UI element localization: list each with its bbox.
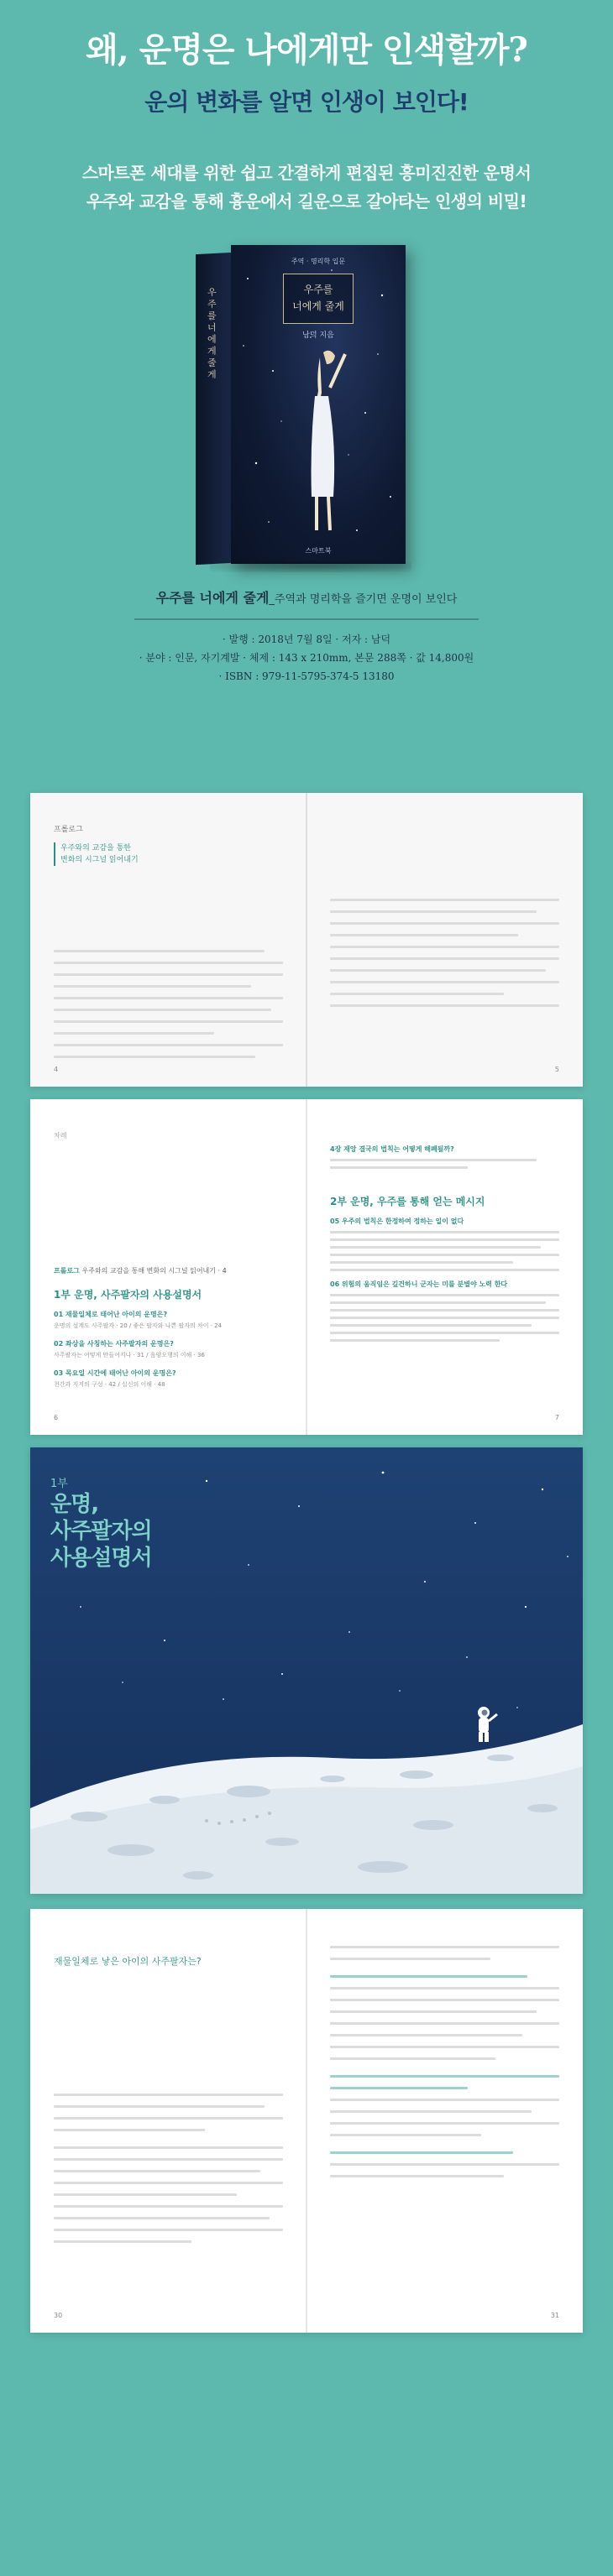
hero-title: 왜, 운명은 나에게만 인색할까? [86,30,527,70]
chapter-question-title: 재물일체로 낳은 아이의 사주팔자는? [54,1956,202,1967]
book-spine-title: 우주를 너에게 줄게 [207,286,217,381]
book-shadow [210,561,411,572]
toc-chapter-02: 02 좌상을 사칭하는 사주팔자의 운명은? [54,1340,174,1348]
hero-description-line2: 우주와 교감을 통해 흉운에서 길운으로 갈아타는 인생의 비밀! [86,191,527,211]
info-row-isbn: · ISBN : 979-11-5795-374-5 13180 [218,670,395,682]
cover-publisher: 스마트북 [305,547,332,555]
prologue-spread [30,793,583,1087]
toc-chapter-01: 01 재물일체로 태어난 아이의 운명은? [54,1311,168,1318]
toc-chapter-03: 03 목요일 시간에 태어난 아이의 운명은? [54,1369,176,1377]
divider-part-label: 1부 [50,1478,68,1490]
book-cover [231,245,406,564]
cover-title-line1: 우주를 [303,284,333,295]
toc-prologue-label: 프롤로그 [54,1267,80,1275]
page-number-left: 4 [54,1066,59,1073]
book-info-panel [134,587,479,755]
info-title-main: 우주를 너에게 줄게 [155,590,270,606]
divider-title-line1: 운명, [50,1492,99,1517]
toc-prologue-entry [54,1266,283,1275]
divider-title-line3: 사용설명서 [50,1546,152,1571]
toc-page-right [306,1099,583,1435]
page-number-right: 31 [550,2312,559,2319]
info-row-category-format-price: · 분야 : 인문, 자기계발 · 체제 : 143 x 210mm, 본문 288쪽 · 값 14,800원 [139,652,474,664]
prologue-quote-line2: 변화의 시그널 읽어내기 [60,856,139,864]
chapter-body-text-left [54,2094,283,2243]
prologue-label: 프롤로그 [54,826,83,834]
toc-chapter-04-entries [330,1159,559,1169]
book-3d-image [196,245,406,564]
page-number-right: 7 [554,1414,559,1421]
book-spine [196,253,233,565]
toc-spread [30,1099,583,1435]
toc-chapter-06-entries [330,1294,559,1342]
toc-prologue-text: 우주와의 교감을 통해 변화의 시그널 읽어내기 · 4 [79,1267,227,1275]
page-number-left: 6 [54,1414,59,1421]
chapter-body-text-right [330,1946,559,2177]
info-title [134,587,479,607]
toc-chapter-02-sub: 사주팔자는 어떻게 만들어지나 · 31 / 음양오행의 이해 · 36 [54,1352,205,1358]
prologue-quote [54,842,283,866]
part1-divider-illustration [30,1447,583,1894]
divider-title-line2: 사주팔자의 [50,1519,152,1544]
toc-page-left [30,1099,306,1435]
toc-part1-title: 1부 운명, 사주팔자의 사용설명서 [54,1289,202,1301]
cover-author: 남덕 지음 [302,331,334,340]
info-divider [134,618,479,620]
page-number-left: 30 [54,2312,63,2319]
girl-figure-illustration [290,346,348,539]
toc-chapter-05: 05 우주의 법칙은 한정하여 정하는 일이 없다 [330,1218,464,1225]
toc-chapter-06: 06 위험의 움직임은 깊건하니 군자는 미를 분별야 노력 한다 [330,1280,508,1288]
prologue-page-right [306,793,583,1087]
chapter-page-left [30,1909,306,2333]
divider-title [50,1491,152,1572]
toc-chapter-03-sub: 천간과 지지의 구성 · 42 / 십신의 이해 · 48 [54,1381,165,1388]
cover-title-line2: 너에게 줄게 [292,300,344,312]
toc-heading: 차례 [54,1132,67,1139]
toc-chapter-04: 4장 재앙 결국의 법칙는 어떻게 해폐될까? [330,1145,454,1153]
hero-subtitle: 운의 변화를 알면 인생이 보인다! [144,88,469,116]
toc-part2-title: 2부 운명, 우주를 통해 얻는 메시지 [330,1196,485,1207]
cover-title-box [283,274,354,324]
toc-chapter-05-entries [330,1231,559,1271]
prologue-body-text-right [330,899,559,1007]
prologue-page-left [30,793,306,1087]
toc-chapter-01-sub: 운명의 설계도 사주팔자 · 20 / 좋은 팔자와 나쁜 팔자의 차이 · 24 [54,1322,223,1329]
prologue-quote-line1: 우주와의 교감을 통한 [60,844,131,853]
info-title-sub: _주역과 명리학을 즐기면 운명이 보인다 [269,593,458,606]
hero-description-line1: 스마트폰 세대를 위한 쉽고 간결하게 편집된 흥미진진한 운명서 [81,163,532,183]
bottom-background [0,2349,613,2576]
hero-section [0,0,613,785]
chapter-spread [30,1909,583,2333]
page-number-right: 5 [554,1066,559,1073]
cover-top-text: 주역 · 명리학 입문 [291,258,346,265]
chapter-page-right [306,1909,583,2333]
prologue-body-text [54,950,283,1058]
info-row-publish-author: · 발행 : 2018년 7월 8일 · 저자 : 남덕 [222,634,391,645]
